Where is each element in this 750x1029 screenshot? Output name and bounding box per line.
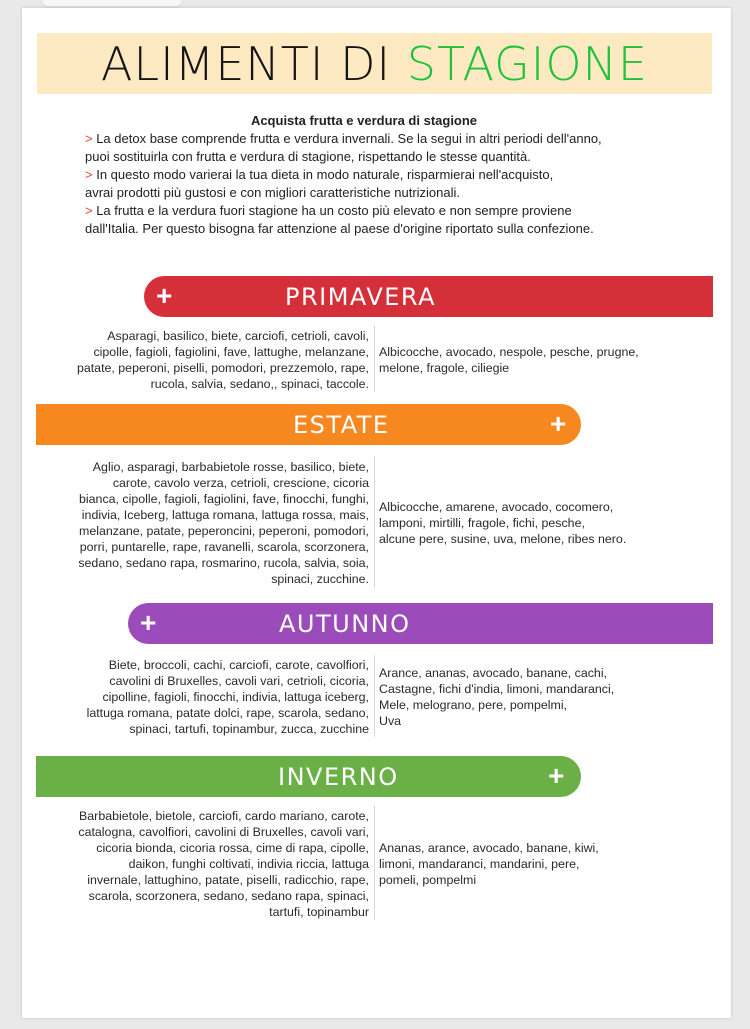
bullet-arrow: > (85, 167, 93, 182)
primavera-fruits (379, 344, 699, 376)
text-line: Castagne, fichi d'india, limoni, mandaranci, (379, 682, 615, 696)
intro-text: La detox base comprende frutta e verdura invernali. Se la segui in altri periodi dell'anno, (92, 131, 602, 146)
text-line: Biete, broccoli, cachi, carciofi, carote, cavolfiori, (108, 658, 369, 672)
text-line: spinaci, zucchine. (271, 572, 369, 586)
bullet-arrow: > (85, 131, 93, 146)
intro-text: La frutta e la verdura fuori stagione ha un costo più elevato e non sempre proviene (92, 203, 572, 218)
bullet-arrow: > (85, 203, 93, 218)
text-line: sedano, sedano rapa, rosmarino, rucola, salvia, soia, (78, 556, 369, 570)
intro-subhead: Acquista frutta e verdura di stagione (250, 113, 478, 128)
text-line: cipolle, fagioli, fagiolini, fave, lattughe, melanzane, (93, 345, 369, 359)
title-part-1: ALIMENTI DI (100, 37, 407, 91)
season-title-inverno: INVERNO (278, 763, 399, 791)
season-header-autunno[interactable] (128, 603, 713, 644)
intro-line-5 (85, 202, 685, 220)
plus-icon[interactable]: + (156, 280, 174, 311)
intro-line-2: puoi sostituirla con frutta e verdura di stagione, rispettando le stesse quantità. (85, 149, 531, 164)
text-line: Albicocche, amarene, avocado, cocomero, (379, 500, 614, 514)
text-line: Albicocche, avocado, nespole, pesche, prugne, (379, 345, 639, 359)
autunno-fruits (379, 665, 699, 729)
title-part-2: STAGIONE (406, 37, 648, 91)
text-line: limoni, mandaranci, mandarini, pere, (379, 857, 580, 871)
column-divider (374, 326, 375, 392)
autunno-vegetables (40, 657, 369, 737)
text-line: scarola, scorzonera, sedano, sedano rapa, spinaci, (88, 889, 369, 903)
season-header-primavera[interactable] (144, 276, 713, 317)
plus-icon[interactable]: + (550, 408, 568, 439)
text-line: Uva (379, 714, 402, 728)
text-line: spinaci, tartufi, topinambur, zucca, zucchine (129, 722, 369, 736)
text-line: carote, cavolo verza, cetrioli, crescione, cicoria (112, 476, 369, 490)
column-divider (374, 456, 375, 588)
text-line: cipolline, fagioli, finocchi, indivia, lattuga iceberg, (102, 690, 369, 704)
text-line: indivia, Iceberg, lattuga romana, lattuga rossa, mais, (81, 508, 369, 522)
text-line: alcune pere, susine, uva, melone, ribes nero. (379, 532, 627, 546)
text-line: melone, fragole, ciliegie (379, 361, 510, 375)
plus-icon[interactable]: + (548, 760, 566, 791)
intro-line-4: avrai prodotti più gustosi e con migliori caratteristiche nutrizionali. (85, 185, 461, 200)
text-line: porri, puntarelle, rape, ravanelli, scarola, scorzonera, (79, 540, 369, 554)
text-line: melanzane, patate, peperoncini, peperoni, pomodori, (79, 524, 369, 538)
estate-fruits (379, 499, 699, 547)
text-line: pomeli, pompelmi (379, 873, 477, 887)
text-line: Mele, melograno, pere, pompelmi, (379, 698, 568, 712)
season-header-estate[interactable] (36, 404, 581, 445)
plus-icon[interactable]: + (140, 607, 158, 638)
intro-line-6: dall'Italia. Per questo bisogna far attenzione al paese d'origine riportato sulla confezione. (85, 221, 594, 236)
intro-line-1 (85, 130, 685, 148)
text-line: rucola, salvia, sedano,, spinaci, taccole. (150, 377, 369, 391)
text-line: bianca, cipolle, fagioli, fagiolini, fave, finocchi, funghi, (79, 492, 369, 506)
intro-line-3 (85, 166, 685, 184)
season-title-primavera: PRIMAVERA (285, 283, 437, 311)
season-header-inverno[interactable] (36, 756, 581, 797)
text-line: daikon, funghi coltivati, indivia riccia, lattuga (128, 857, 369, 871)
inverno-vegetables (40, 808, 369, 920)
text-line: cavolini di Bruxelles, cavoli vari, cetrioli, cicoria, (109, 674, 369, 688)
text-line: lamponi, mirtilli, fragole, fichi, pesche, (379, 516, 585, 530)
season-title-estate: ESTATE (293, 411, 390, 439)
text-line: Asparagi, basilico, biete, carciofi, cetrioli, cavoli, (107, 329, 369, 343)
text-line: Arance, ananas, avocado, banane, cachi, (379, 666, 608, 680)
text-line: Ananas, arance, avocado, banane, kiwi, (379, 841, 599, 855)
intro-section (85, 112, 685, 238)
text-line: lattuga romana, patate dolci, rape, scarola, sedano, (86, 706, 369, 720)
text-line: patate, peperoni, piselli, pomodori, prezzemolo, rape, (76, 361, 369, 375)
text-line: Aglio, asparagi, barbabietole rosse, basilico, biete, (92, 460, 369, 474)
estate-vegetables (40, 459, 369, 587)
top-tab (42, 0, 182, 6)
season-title-autunno: AUTUNNO (279, 610, 411, 638)
intro-text: In questo modo varierai la tua dieta in modo naturale, risparmierai nell'acquisto, (92, 167, 554, 182)
primavera-vegetables (40, 328, 369, 392)
text-line: cicoria bionda, cicoria rossa, cime di rapa, cipolle, (96, 841, 369, 855)
page-title (37, 33, 712, 94)
column-divider (374, 806, 375, 920)
column-divider (374, 655, 375, 737)
text-line: tartufi, topinambur (269, 905, 369, 919)
inverno-fruits (379, 840, 699, 888)
text-line: invernale, lattughino, patate, piselli, radicchio, rape, (87, 873, 369, 887)
text-line: Barbabietole, bietole, carciofi, cardo mariano, carote, (79, 809, 369, 823)
text-line: catalogna, cavolfiori, cavolini di Bruxelles, cavoli vari, (78, 825, 369, 839)
